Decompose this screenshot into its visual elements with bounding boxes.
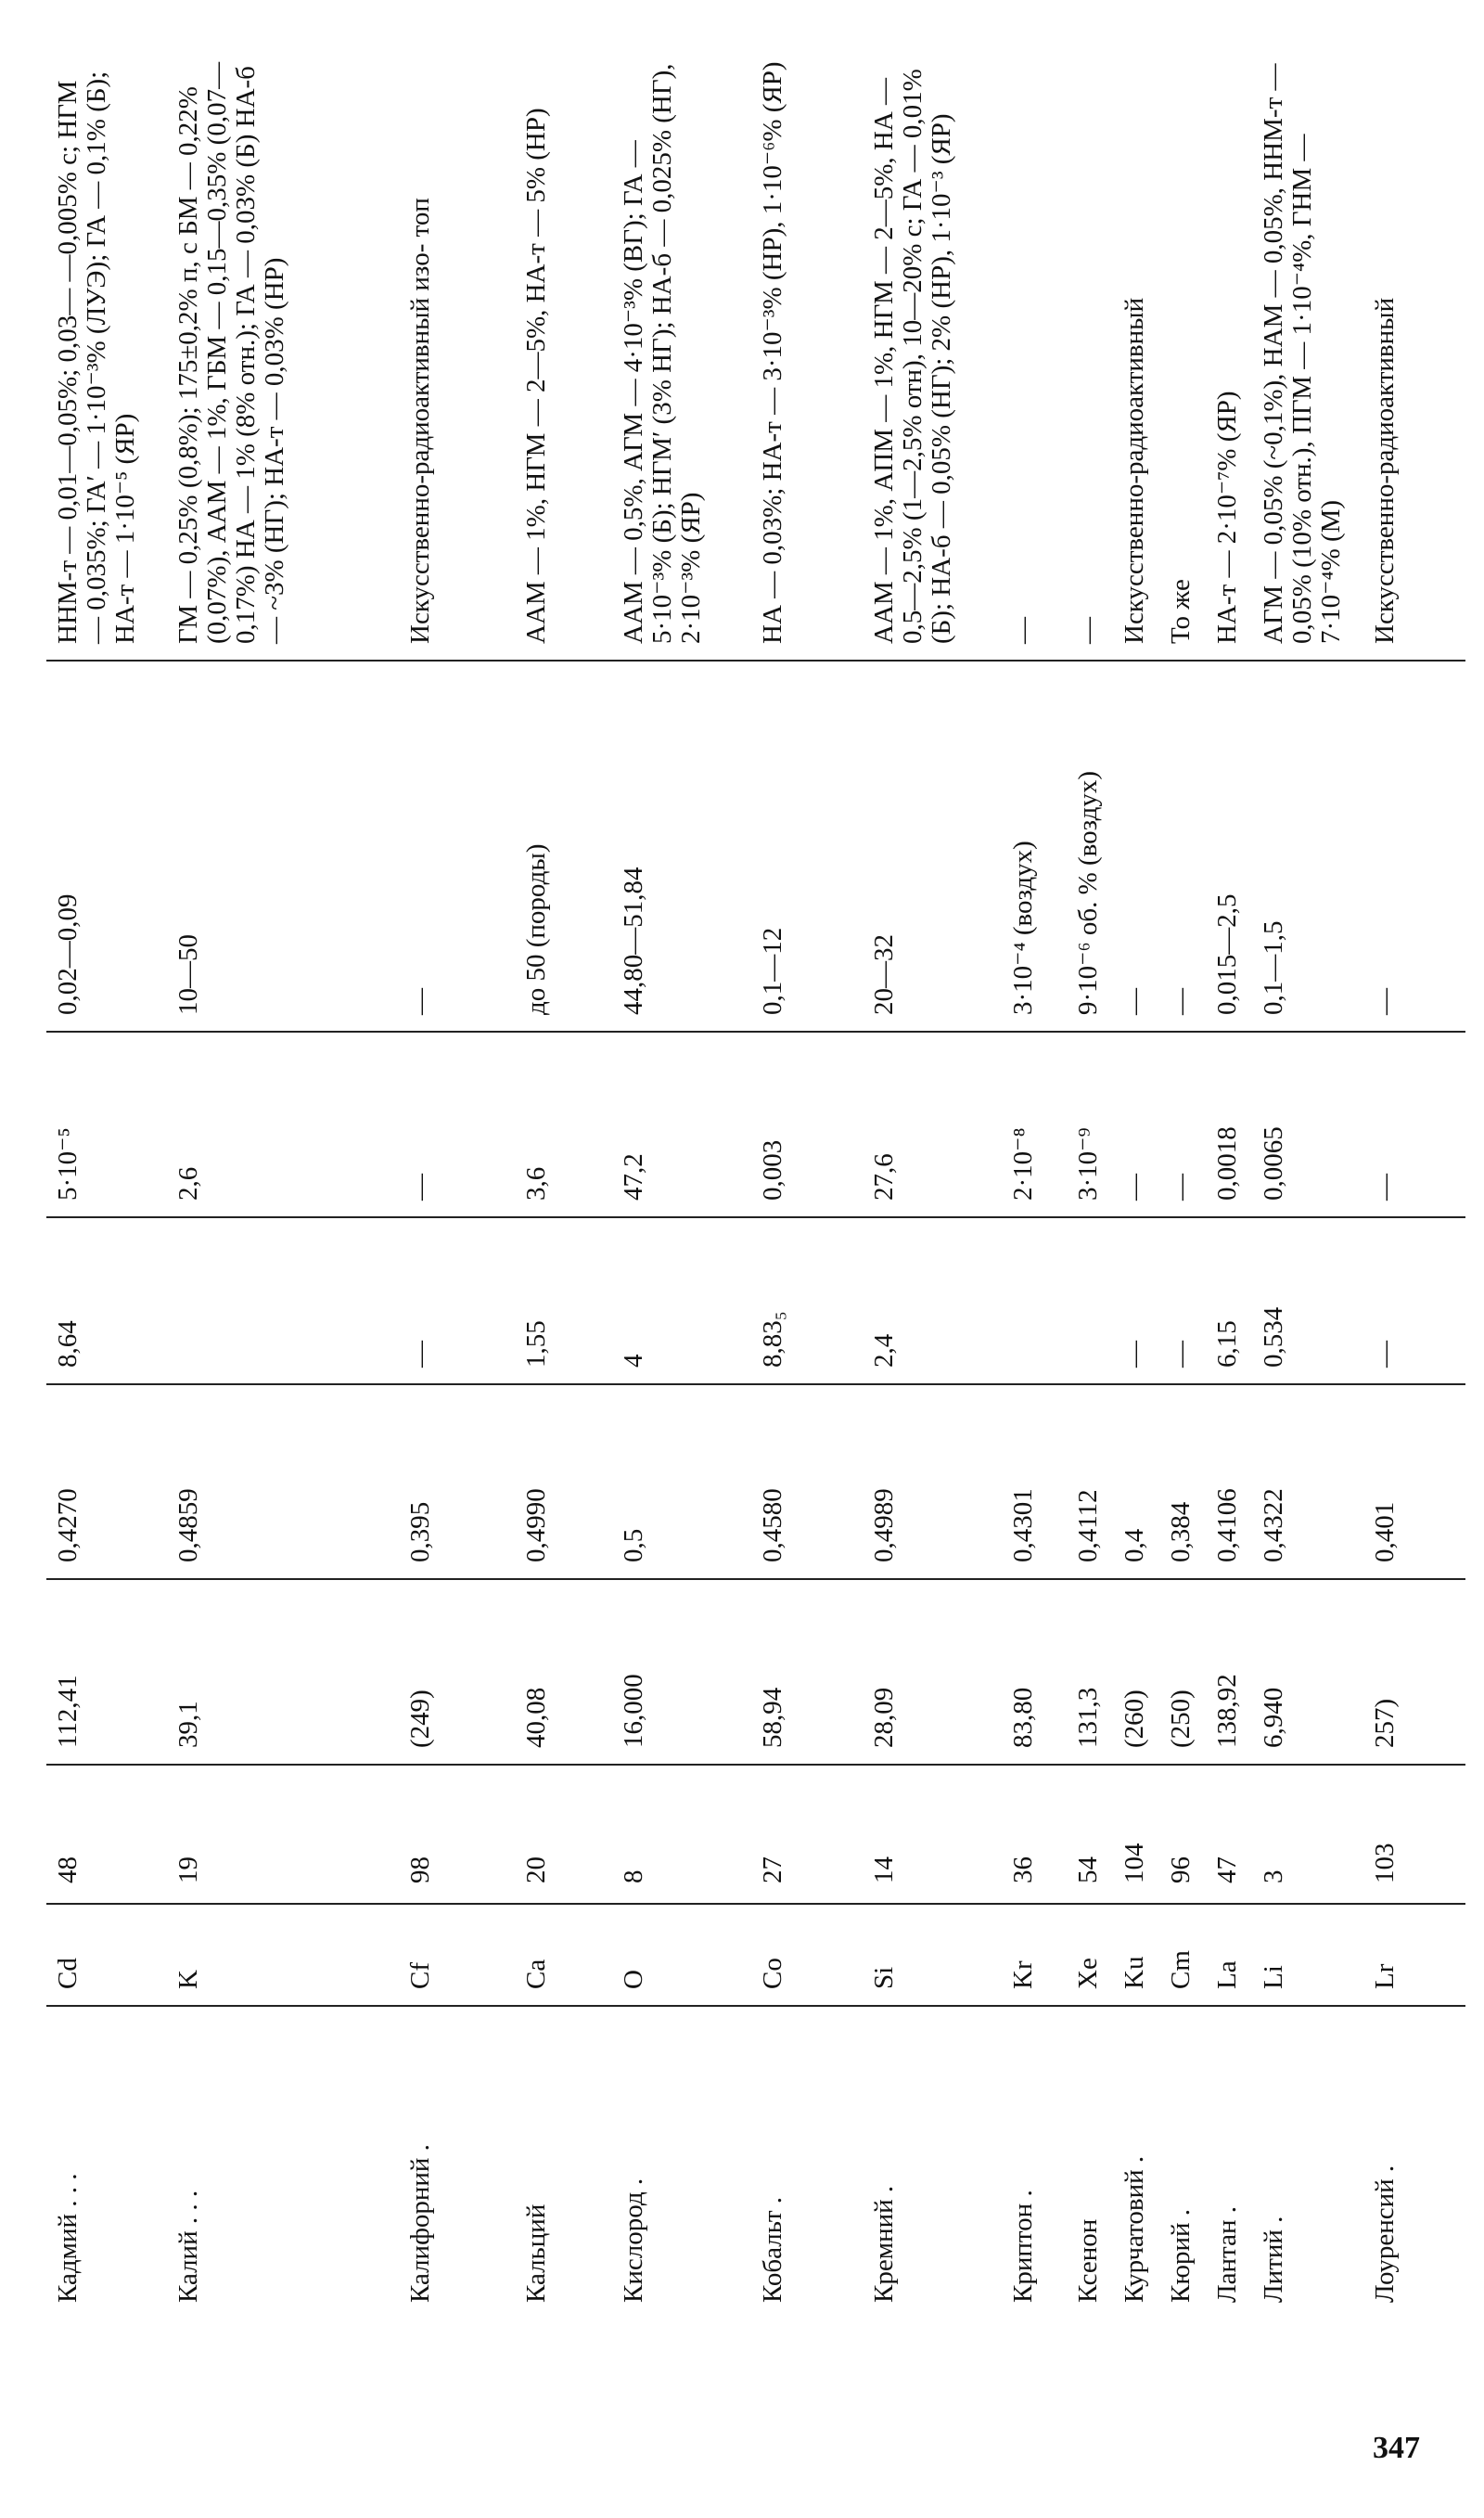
cell-sym: Lr [1370, 1963, 1400, 1989]
cell-notes: АГМ — 0,05% (~0,1%), НАМ — 0,05%, ННМ-т — 0,05% (10% отн.), ПГМ — 1·10⁻⁴%, ГНМ — 7·10⁻⁴% (М) [1259, 63, 1346, 644]
column-divider [46, 1031, 1465, 1033]
cell-sym: Si [869, 1966, 899, 1989]
cell-z: 48 [53, 1856, 83, 1883]
cell-dens: 2,4 [869, 1333, 899, 1368]
cell-mass: 138,92 [1212, 1674, 1242, 1748]
cell-range: до 50 (породы) [521, 843, 551, 1015]
cell-ratio: 0,4270 [53, 1488, 83, 1562]
cell-name: Криптон . [1008, 2190, 1038, 2303]
cell-dens: 6,15 [1212, 1320, 1242, 1368]
cell-mass: (249) [405, 1689, 435, 1748]
cell-notes: НА — 0,03%; НА-т — 3·10⁻³% (НР), 1·10⁻⁶% (ЯР) [758, 61, 787, 644]
cell-sym: Ca [521, 1959, 551, 1989]
cell-notes: То же [1166, 579, 1196, 644]
cell-mass: 112,41 [53, 1675, 83, 1748]
cell-notes: Искусственно-радиоактивный изо- топ [405, 198, 435, 644]
cell-range: — [1370, 988, 1400, 1015]
cell-ratio: 0,4859 [173, 1488, 203, 1562]
cell-sym: Ku [1119, 1956, 1149, 1989]
cell-notes: Искусственно-радиоактивный [1119, 297, 1149, 644]
cell-notes: ННМ-т — 0,01—0,05%; 0,03— —0,005% с; НГМ — 0,035%; ГА′ — 1·10⁻³% (ЛУЭ); ГА — 0,1% (Б); НА-т — 1·10⁻⁵ (ЯР) [53, 71, 140, 644]
cell-name: Кадмий . . . [53, 2173, 83, 2303]
cell-dens: 8,83₅ [758, 1311, 787, 1368]
cell-sym: Li [1259, 1965, 1288, 1989]
cell-sym: Cd [53, 1958, 83, 1989]
cell-abund: 0,0018 [1212, 1126, 1242, 1201]
cell-ratio: 0,5 [619, 1528, 648, 1562]
cell-dens: — [1119, 1341, 1149, 1368]
cell-abund: 0,003 [758, 1139, 787, 1201]
cell-sym: Kr [1008, 1960, 1038, 1989]
cell-dens: — [1166, 1341, 1196, 1368]
cell-name: Лоуренсий . [1370, 2165, 1400, 2303]
cell-name: Кислород . [619, 2178, 648, 2303]
cell-notes: Искусственно-радиоактивный [1370, 297, 1400, 644]
cell-ratio: 0,4989 [869, 1488, 899, 1562]
cell-mass: (260) [1119, 1689, 1149, 1748]
cell-sym: Cf [405, 1962, 435, 1989]
cell-dens: 4 [619, 1354, 648, 1368]
cell-notes: ГМ — 0,25% (0,8%); 175±0,2% п, с БМ — 0,22% (0,07%), ААМ — 1%, ГБМ — 0,15—0,35% (0,07—0,17%) НА — 1% (8% отн.); ГА — 0,03% (Б) НА-б — ~3% (НГ); НА-т — 0,03% (НР) [173, 61, 289, 644]
column-divider [46, 660, 1465, 662]
cell-z: 103 [1370, 1843, 1400, 1883]
cell-ratio: 0,4106 [1212, 1488, 1242, 1562]
cell-z: 19 [173, 1856, 203, 1883]
cell-range: — [405, 988, 435, 1015]
page-number: 347 [1373, 2431, 1420, 2465]
column-divider [46, 1578, 1465, 1580]
cell-mass: (250) [1166, 1689, 1196, 1748]
cell-sym: Xe [1073, 1958, 1103, 1989]
cell-abund: 27,6 [869, 1153, 899, 1201]
cell-abund: 2·10⁻⁸ [1008, 1127, 1038, 1201]
cell-z: 104 [1119, 1843, 1149, 1883]
cell-z: 54 [1073, 1856, 1103, 1883]
cell-range: 20—32 [869, 934, 899, 1015]
cell-sym: Cm [1166, 1950, 1196, 1989]
cell-mass: 83,80 [1008, 1687, 1038, 1748]
cell-name: Кобальт . [758, 2196, 787, 2303]
cell-name: Литий . [1259, 2216, 1288, 2303]
cell-range: 3·10⁻⁴ (воздух) [1008, 841, 1038, 1015]
column-divider [46, 1903, 1465, 1905]
cell-z: 27 [758, 1856, 787, 1883]
column-divider [46, 1764, 1465, 1766]
cell-name: Курчатовий . [1119, 2155, 1149, 2303]
column-divider [46, 2005, 1465, 2007]
cell-notes: — [1008, 617, 1038, 644]
cell-abund: — [1119, 1174, 1149, 1201]
cell-mass: 39,1 [173, 1701, 203, 1748]
cell-range: — [1119, 988, 1149, 1015]
cell-dens: — [1370, 1341, 1400, 1368]
cell-z: 36 [1008, 1856, 1038, 1883]
cell-abund: 2,6 [173, 1166, 203, 1201]
cell-range: — [1166, 988, 1196, 1015]
cell-name: Калий . . . [173, 2190, 203, 2303]
cell-sym: La [1212, 1960, 1242, 1989]
cell-range: 0,015—2,5 [1212, 893, 1242, 1015]
cell-z: 14 [869, 1856, 899, 1883]
cell-notes: ААМ — 0,5%, АГМ — 4·10⁻³% (ВГ); ГА — 5·10⁻³% (Б); НГМ′ (3% НГ); НА-б — 0,025% (НГ), 2·10⁻³% (ЯР) [619, 63, 706, 644]
cell-dens: 0,534 [1259, 1306, 1288, 1368]
column-divider [46, 1216, 1465, 1218]
cell-range: 0,02—0,09 [53, 893, 83, 1015]
cell-ratio: 0,4990 [521, 1488, 551, 1562]
cell-z: 8 [619, 1869, 648, 1883]
cell-z: 47 [1212, 1856, 1242, 1883]
cell-name: Кюрий . [1166, 2208, 1196, 2303]
cell-dens: — [405, 1341, 435, 1368]
cell-range: 10—50 [173, 934, 203, 1015]
cell-mass: 40,08 [521, 1687, 551, 1748]
cell-sym: Co [758, 1958, 787, 1989]
cell-abund: — [1370, 1174, 1400, 1201]
cell-ratio: 0,401 [1370, 1501, 1400, 1562]
cell-ratio: 0,384 [1166, 1501, 1196, 1562]
cell-abund: 3,6 [521, 1166, 551, 1201]
cell-sym: O [619, 1970, 648, 1989]
cell-range: 0,1—12 [758, 927, 787, 1015]
cell-abund: 3·10⁻⁹ [1073, 1127, 1103, 1201]
cell-range: 44,80—51,84 [619, 867, 648, 1015]
elements-table [46, 45, 1465, 2308]
cell-name: Калифорний . [405, 2144, 435, 2303]
cell-notes: ААМ — 1%, НГМ — 2—5%, НА-т — 5% (НР) [521, 108, 551, 644]
cell-notes: НА-т — 2·10⁻⁷% (ЯР) [1212, 391, 1242, 644]
cell-abund: 47,2 [619, 1153, 648, 1201]
cell-z: 96 [1166, 1856, 1196, 1883]
cell-ratio: 0,4322 [1259, 1488, 1288, 1562]
cell-name: Кремний . [869, 2185, 899, 2303]
cell-range: 0,1—1,5 [1259, 920, 1288, 1015]
cell-abund: — [1166, 1174, 1196, 1201]
cell-sym: K [173, 1970, 203, 1989]
cell-ratio: 0,4 [1119, 1528, 1149, 1562]
cell-mass: 58,94 [758, 1687, 787, 1748]
column-divider [46, 1383, 1465, 1385]
cell-ratio: 0,395 [405, 1501, 435, 1562]
cell-ratio: 0,4112 [1073, 1489, 1103, 1562]
cell-mass: 28,09 [869, 1687, 899, 1748]
cell-ratio: 0,4301 [1008, 1488, 1038, 1562]
cell-dens: 8,64 [53, 1320, 83, 1368]
cell-range: 9·10⁻⁶ об. % (воздух) [1073, 771, 1103, 1015]
cell-dens: 1,55 [521, 1320, 551, 1368]
cell-abund: — [405, 1174, 435, 1201]
cell-name: Ксенон [1073, 2218, 1103, 2303]
cell-ratio: 0,4580 [758, 1488, 787, 1562]
cell-notes: — [1073, 617, 1103, 644]
cell-name: Лантан . [1212, 2206, 1242, 2303]
cell-abund: 5·10⁻⁵ [53, 1127, 83, 1201]
cell-z: 98 [405, 1856, 435, 1883]
cell-name: Кальций [521, 2203, 551, 2303]
cell-z: 3 [1259, 1869, 1288, 1883]
cell-mass: 16,000 [619, 1674, 648, 1748]
cell-mass: 6,940 [1259, 1687, 1288, 1748]
cell-z: 20 [521, 1856, 551, 1883]
cell-mass: 257) [1370, 1698, 1400, 1748]
cell-abund: 0,0065 [1259, 1126, 1288, 1201]
cell-mass: 131,3 [1073, 1687, 1103, 1748]
cell-notes: ААМ — 1%, АПМ — 1%, НГМ — 2—5%, НА — 0,5—2,5% (1—2,5% отн), 10—20% с; ГА — 0,01% (Б); НА-б — 0,05% (НГ); 2% (НР), 1·10⁻³ (ЯР) [869, 69, 956, 644]
